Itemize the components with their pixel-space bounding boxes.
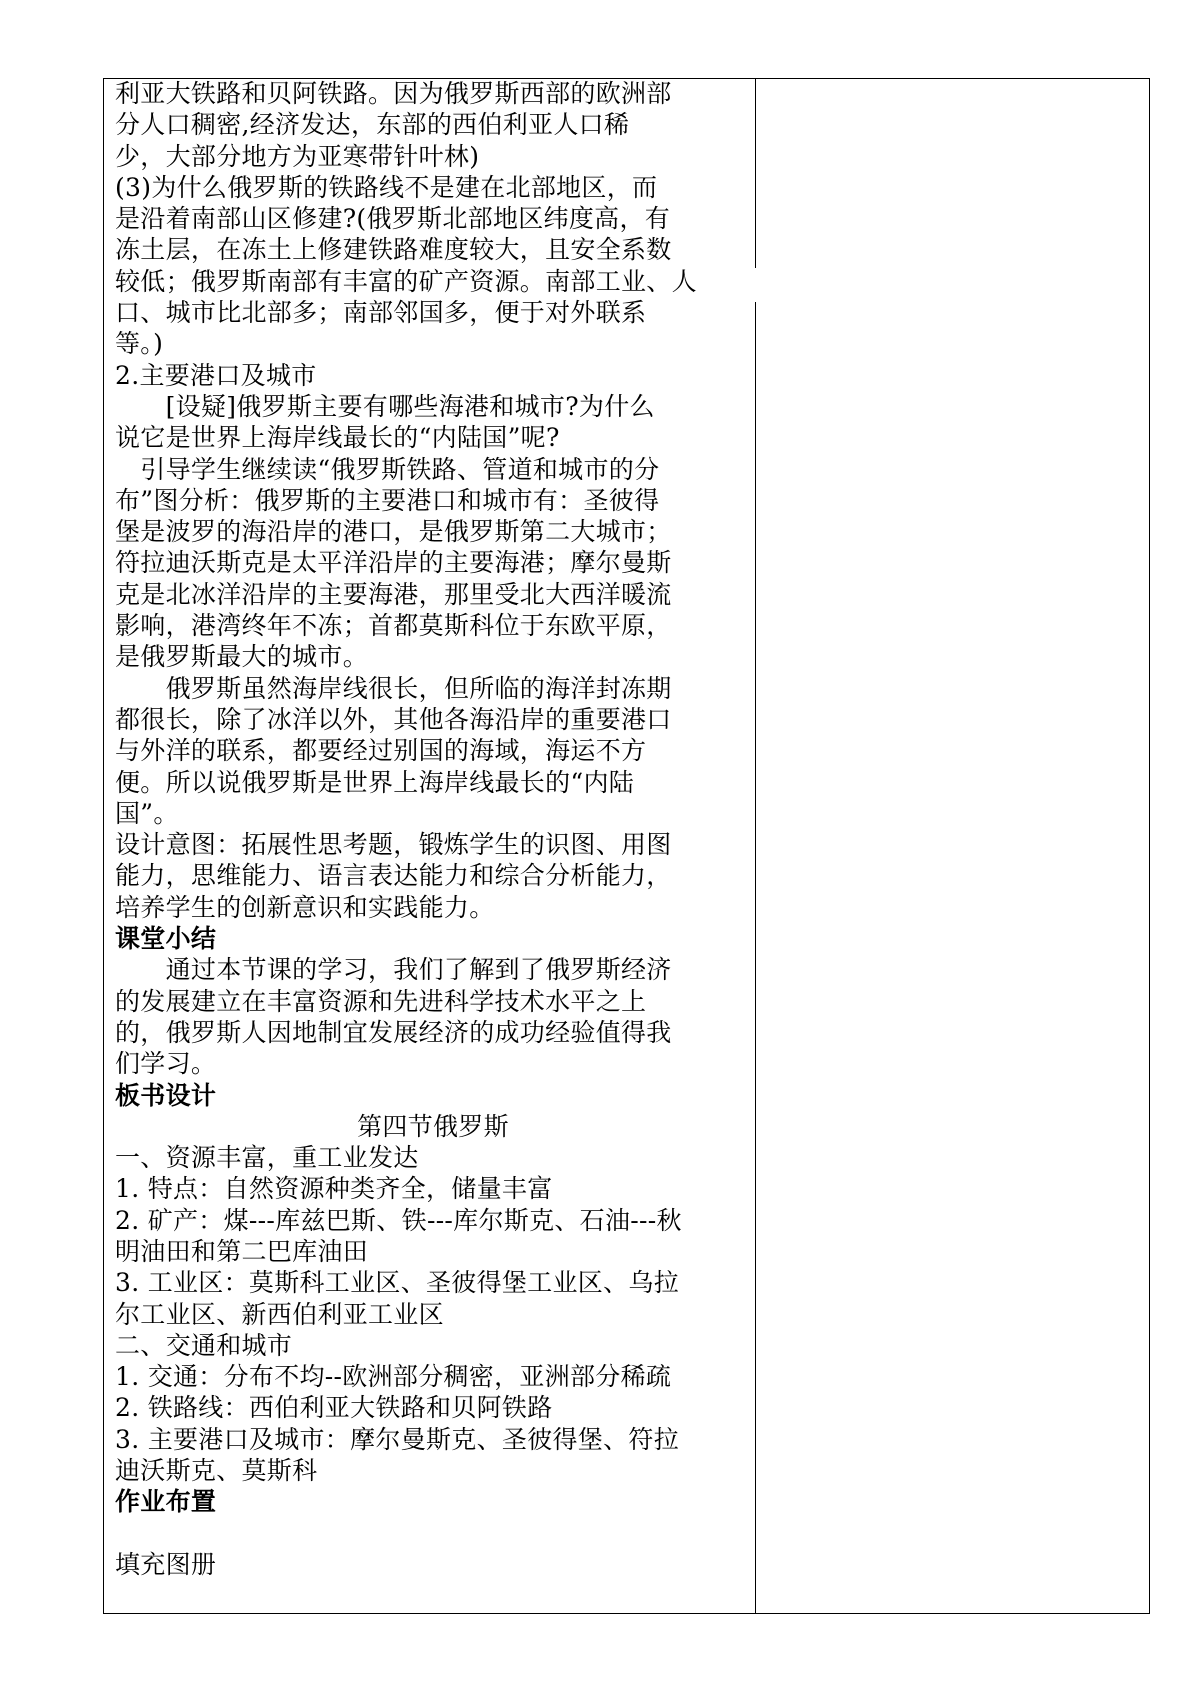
text-line: 是俄罗斯最大的城市。 (115, 642, 369, 672)
text-line: 与外洋的联系，都要经过别国的海域，海运不方 (115, 736, 647, 766)
homework-heading: 作业布置 (115, 1487, 217, 1517)
blank-line (115, 1518, 751, 1549)
text-line: 便。所以说俄罗斯是世界上海岸线最长的“内陆 (115, 767, 635, 797)
text-line: 能力，思维能力、语言表达能力和综合分析能力， (115, 861, 672, 891)
board-line: 二、交通和城市 (115, 1330, 293, 1360)
text-line: 利亚大铁路和贝阿铁路。因为俄罗斯西部的欧洲部 (115, 79, 672, 108)
board-title: 第四节俄罗斯 (357, 1111, 509, 1141)
text-line: 符拉迪沃斯克是太平洋沿岸的主要海港；摩尔曼斯 (115, 548, 672, 578)
text-line: 布”图分析：俄罗斯的主要港口和城市有：圣彼得 (115, 485, 660, 515)
text-line: 俄罗斯虽然海岸线很长，但所临的海洋封冻期 (115, 673, 672, 703)
text-line: 培养学生的创新意识和实践能力。 (115, 892, 495, 922)
text-line: 堡是波罗的海沿岸的港口，是俄罗斯第二大城市； (115, 517, 672, 547)
homework-text: 填充图册 (115, 1549, 217, 1579)
board-line: 2. 铁路线：西伯利亚大铁路和贝阿铁路 (115, 1393, 553, 1423)
board-line: 一、资源丰富，重工业发达 (115, 1143, 419, 1173)
text-line: [设疑]俄罗斯主要有哪些海港和城市?为什么 (115, 391, 655, 421)
left-cell-content (115, 78, 751, 1580)
summary-line: 的发展建立在丰富资源和先进科学技术水平之上 (115, 986, 647, 1016)
board-line: 尔工业区、新西伯利亚工业区 (115, 1299, 444, 1329)
divider-gap (753, 268, 759, 302)
summary-line: 通过本节课的学习，我们了解到了俄罗斯经济 (115, 955, 672, 985)
summary-heading: 课堂小结 (115, 924, 217, 954)
board-line: 3. 工业区：莫斯科工业区、圣彼得堡工业区、乌拉 (115, 1268, 680, 1298)
text-line: 说它是世界上海岸线最长的“内陆国”呢? (115, 423, 560, 453)
board-line: 1. 交通：分布不均--欧洲部分稠密，亚洲部分稀疏 (115, 1362, 672, 1392)
column-divider (755, 78, 756, 1614)
text-line: 影响，港湾终年不冻；首都莫斯科位于东欧平原， (115, 611, 672, 641)
text-line: 分人口稠密,经济发达，东部的西伯利亚人口稀 (115, 110, 630, 140)
summary-line: 的，俄罗斯人因地制宜发展经济的成功经验值得我 (115, 1017, 672, 1047)
text-line: 都很长，除了冰洋以外，其他各海沿岸的重要港口 (115, 704, 672, 734)
text-line: 是沿着南部山区修建?(俄罗斯北部地区纬度高，有 (115, 204, 671, 234)
board-heading: 板书设计 (115, 1080, 217, 1110)
board-line: 3. 主要港口及城市：摩尔曼斯克、圣彼得堡、符拉 (115, 1424, 680, 1454)
section-subheading: 2.主要港口及城市 (115, 360, 317, 390)
text-line: 等。) (115, 329, 164, 359)
text-line: 少，大部分地方为亚寒带针叶林) (115, 141, 480, 171)
text-line: 较低；俄罗斯南部有丰富的矿产资源。南部工业、人 (115, 266, 697, 296)
text-line: 国”。 (115, 798, 179, 828)
text-line: 口、城市比北部多；南部邻国多，便于对外联系 (115, 298, 647, 328)
text-line: (3)为什么俄罗斯的铁路线不是建在北部地区，而 (115, 172, 658, 202)
board-line: 1. 特点：自然资源种类齐全，储量丰富 (115, 1174, 553, 1204)
summary-line: 们学习。 (115, 1049, 217, 1079)
text-line: 克是北冰洋沿岸的主要海港，那里受北大西洋暖流 (115, 579, 672, 609)
board-line: 迪沃斯克、莫斯科 (115, 1456, 318, 1486)
text-line: 设计意图：拓展性思考题，锻炼学生的识图、用图 (115, 830, 672, 860)
board-line: 明油田和第二巴库油田 (115, 1236, 369, 1266)
text-line: 引导学生继续读“俄罗斯铁路、管道和城市的分 (115, 454, 660, 484)
board-line: 2. 矿产：煤---库兹巴斯、铁---库尔斯克、石油---秋 (115, 1205, 682, 1235)
text-line: 冻土层，在冻土上修建铁路难度较大，且安全系数 (115, 235, 672, 265)
